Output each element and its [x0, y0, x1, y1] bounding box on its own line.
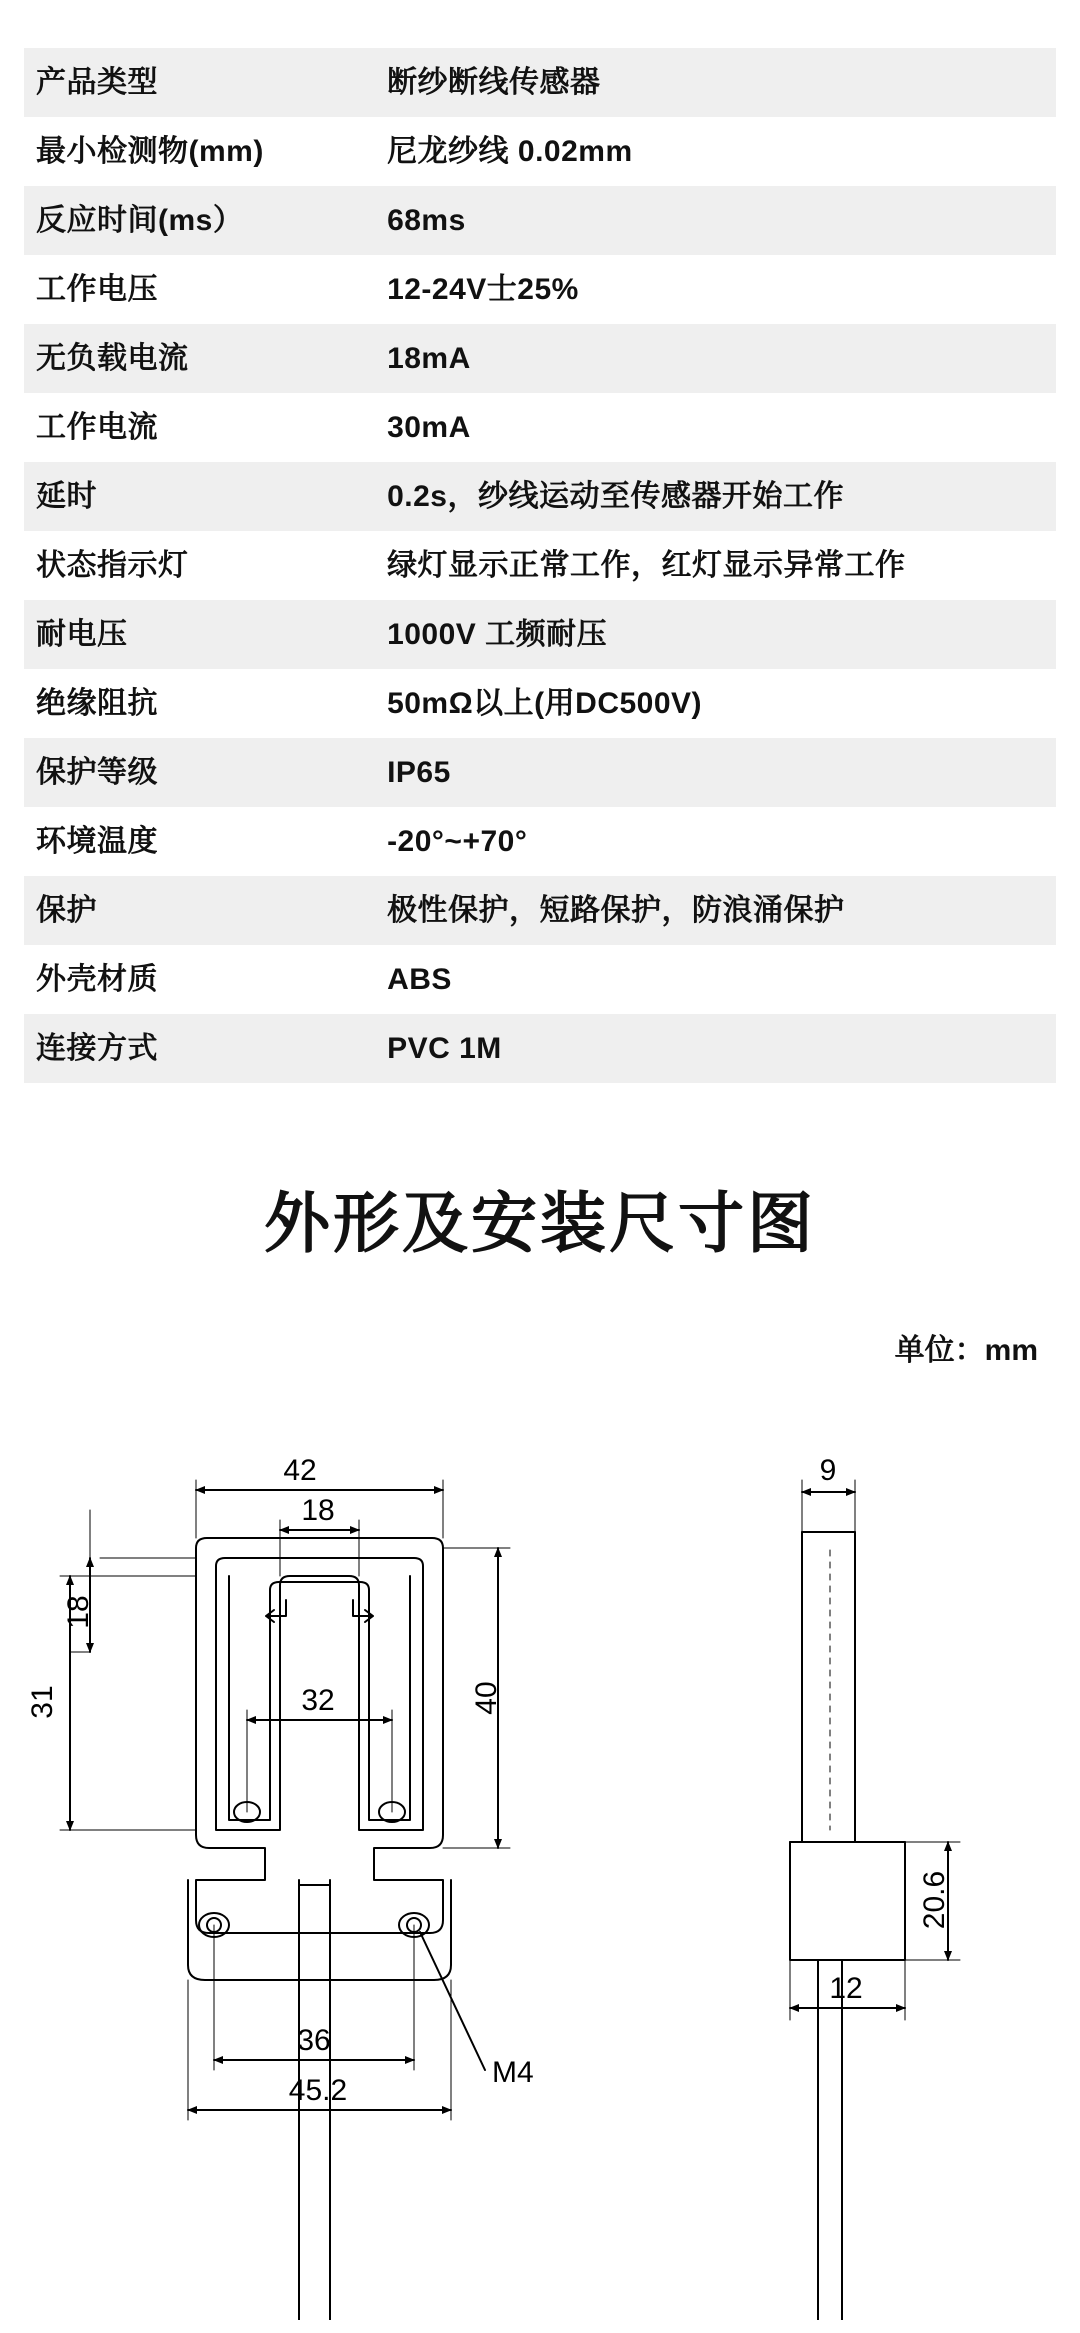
dimension-label-base-height: 20.6 — [918, 1870, 951, 1930]
spec-value: ABS — [387, 962, 452, 996]
spec-key: 工作电流 — [36, 410, 158, 444]
table-row — [24, 393, 1056, 462]
dimension-label-mount-hole-span-lower: 36 — [297, 2024, 331, 2057]
spec-value: IP65 — [361, 738, 1056, 807]
dimension-label-inner-slot-width: 18 — [301, 1494, 335, 1527]
spec-key: 连接方式 — [24, 1014, 361, 1083]
dimension-label-body-height: 40 — [470, 1681, 503, 1715]
spec-value: 68ms — [361, 186, 1056, 255]
spec-value: 尼龙纱线 0.02mm — [387, 134, 633, 168]
unit-note: 单位：mm — [894, 1334, 1038, 1367]
spec-key: 外壳材质 — [36, 962, 158, 996]
table-row — [24, 531, 1056, 600]
spec-key: 反应时间(ms） — [24, 186, 361, 255]
spec-value: 18mA — [361, 324, 1056, 393]
spec-value: 30mA — [387, 410, 471, 444]
table-row — [24, 117, 1056, 186]
dimension-label-base-thickness: 12 — [829, 1972, 863, 2005]
spec-value: 绿灯显示正常工作，红灯显示异常工作 — [387, 548, 906, 582]
spec-key: 无负载电流 — [24, 324, 361, 393]
table-row — [24, 876, 1056, 945]
spec-value: 0.2s，纱线运动至传感器开始工作 — [361, 462, 1056, 531]
dimension-label-overall-width: 42 — [283, 1454, 317, 1487]
dimension-label-thread-callout: M4 — [492, 2056, 534, 2089]
spec-key: 保护等级 — [24, 738, 361, 807]
spec-value: -20°~+70° — [387, 824, 528, 858]
spec-value: 极性保护，短路保护，防浪涌保护 — [361, 876, 1056, 945]
table-row — [24, 945, 1056, 1014]
spec-value: 1000V 工频耐压 — [361, 600, 1056, 669]
table-row — [24, 600, 1056, 669]
table-row — [24, 1014, 1056, 1083]
spec-key: 工作电压 — [36, 272, 158, 306]
table-row — [24, 669, 1056, 738]
table-row — [24, 462, 1056, 531]
spec-value: PVC 1M — [361, 1014, 1056, 1083]
specification-table — [24, 48, 1056, 1083]
dimension-label-base-width: 45.2 — [288, 2074, 348, 2107]
table-row — [24, 255, 1056, 324]
table-row — [24, 186, 1056, 255]
spec-key: 环境温度 — [36, 824, 158, 858]
table-row — [24, 807, 1056, 876]
spec-key: 状态指示灯 — [36, 548, 189, 582]
spec-key: 保护 — [24, 876, 361, 945]
spec-key: 产品类型 — [24, 48, 361, 117]
page-title: 外形及安装尺寸图 — [264, 1186, 816, 1260]
specification-table-body — [24, 48, 1056, 1083]
spec-key: 绝缘阻抗 — [36, 686, 158, 720]
spec-value: 50mΩ以上(用DC500V) — [387, 686, 703, 720]
spec-key: 耐电压 — [24, 600, 361, 669]
table-row — [24, 738, 1056, 807]
table-row — [24, 324, 1056, 393]
spec-key: 延时 — [24, 462, 361, 531]
spec-key: 最小检测物(mm) — [36, 134, 264, 168]
spec-value: 断纱断线传感器 — [361, 48, 1056, 117]
drawing-svg — [0, 1380, 1080, 2320]
dimension-label-left-height: 31 — [26, 1685, 59, 1719]
spec-value: 12-24V士25% — [387, 272, 579, 306]
dimension-label-top-thickness: 9 — [819, 1454, 837, 1487]
dimension-label-slot-depth: 18 — [62, 1595, 95, 1629]
table-row — [24, 48, 1056, 117]
dimension-label-mount-hole-span-upper: 32 — [301, 1684, 335, 1717]
dimension-drawing — [0, 1380, 1080, 2320]
